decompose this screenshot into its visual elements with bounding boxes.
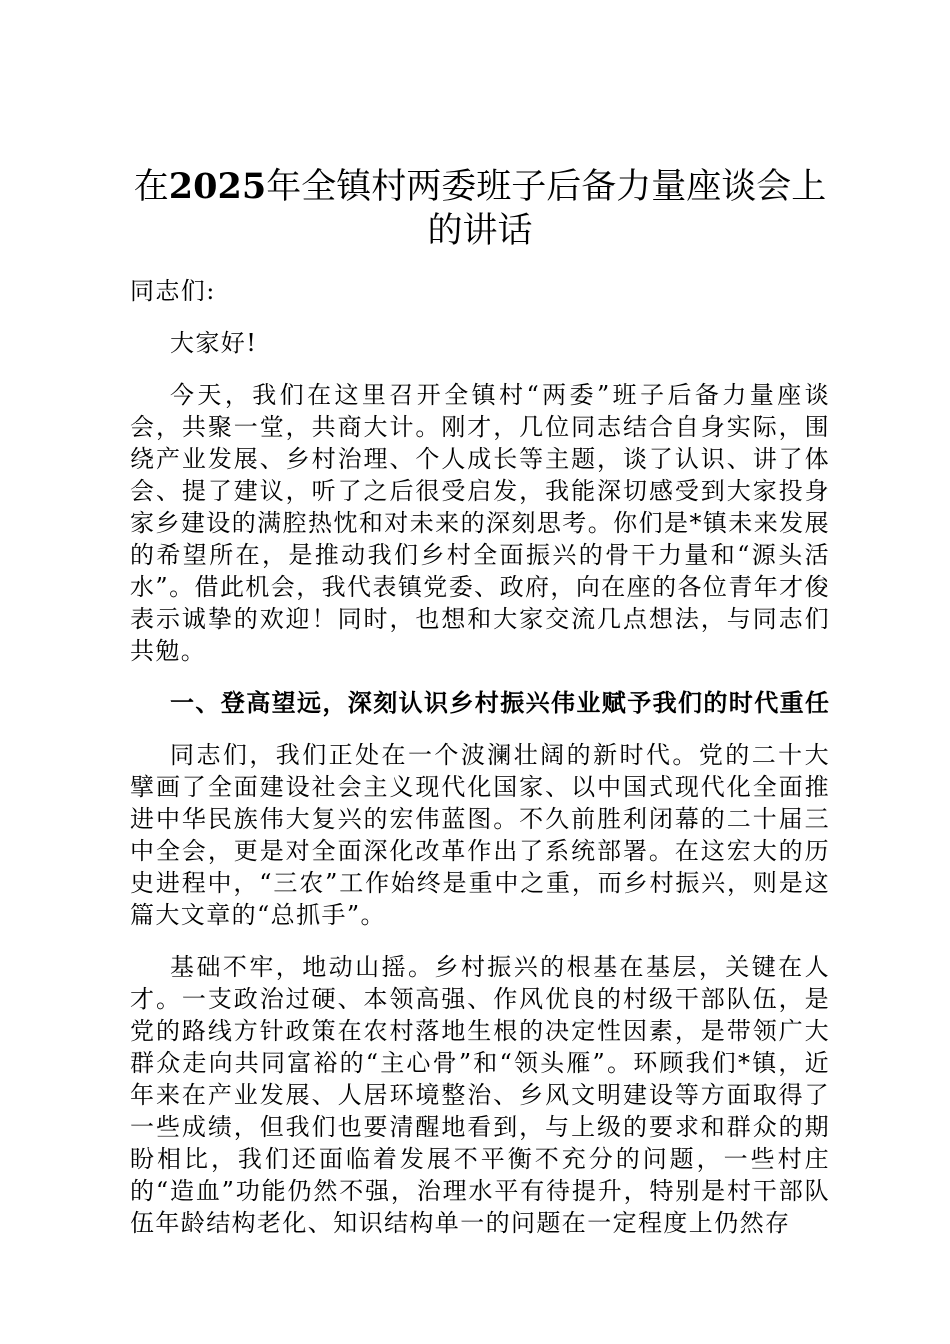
section1-paragraph-1: 同志们，我们正处在一个波澜壮阔的新时代。党的二十大擘画了全面建设社会主义现代化国家、以中国式现代化全面推进中华民族伟大复兴的宏伟蓝图。不久前胜利闭幕的二十届三中全会，更是对全面深化改革作出了系统部署。在这宏大的历史进程中，“三农”工作始终是重中之重，而乡村振兴，则是这篇大文章的“总抓手”。 — [130, 741, 830, 929]
intro-paragraph: 今天，我们在这里召开全镇村“两委”班子后备力量座谈会，共聚一堂，共商大计。刚才，几位同志结合自身实际，围绕产业发展、乡村治理、个人成长等主题，谈了认识、讲了体会、提了建议，听了之后很受启发，我能深切感受到大家投身家乡建设的满腔热忱和对未来的深刻思考。你们是*镇未来发展的希望所在，是推动我们乡村全面振兴的骨干力量和“源头活水”。借此机会，我代表镇党委、政府，向在座的各位青年才俊表示诚挚的欢迎！同时，也想和大家交流几点想法，与同志们共勉。 — [130, 381, 830, 665]
section1-paragraph-2: 基础不牢，地动山摇。乡村振兴的根基在基层，关键在人才。一支政治过硬、本领高强、作风优良的村级干部队伍，是党的路线方针政策在农村落地生根的决定性因素，是带领广大群众走向共同富裕的“主心骨”和“领头雁”。环顾我们*镇，近年来在产业发展、人居环境整治、乡风文明建设等方面取得了一些成绩，但我们也要清醒地看到，与上级的要求和群众的期盼相比，我们还面临着发展不平衡不充分的问题，一些村庄的“造血”功能仍然不强，治理水平有待提升，特别是村干部队伍年龄结构老化、知识结构单一的问题在一定程度上仍然存 — [130, 953, 830, 1237]
greeting: 大家好! — [170, 329, 258, 357]
title-prefix: 在 — [133, 167, 169, 207]
title-year: 2025 — [168, 166, 267, 207]
salutation: 同志们: — [130, 277, 216, 305]
section-heading-1: 一、登高望远，深刻认识乡村振兴伟业赋予我们的时代重任 — [170, 688, 831, 717]
title-suffix: 年全镇村两委班子后备力量座谈会上的讲话 — [266, 167, 827, 251]
document-title — [130, 165, 830, 253]
document-body — [130, 165, 830, 1239]
